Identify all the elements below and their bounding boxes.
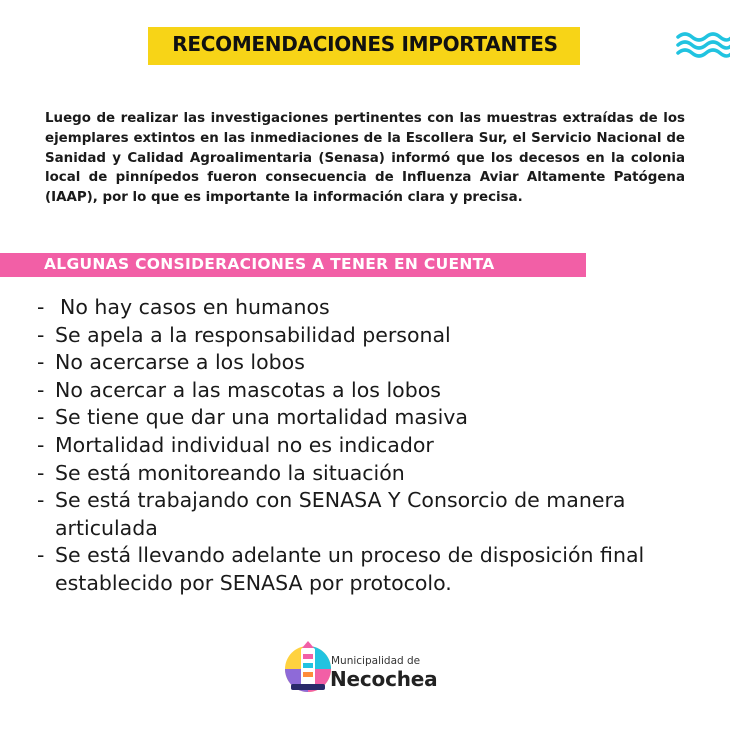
list-dash: -: [37, 488, 45, 513]
waves-icon: [676, 30, 730, 60]
section-title: ALGUNAS CONSIDERACIONES A TENER EN CUENTA: [44, 255, 495, 273]
list-item: - Se tiene que dar una mortalidad masiva: [36, 404, 726, 432]
list-item: - Se está monitoreando la situación: [36, 460, 726, 488]
list-item: - No hay casos en humanos: [36, 294, 726, 322]
list-dash: -: [37, 405, 45, 430]
intro-paragraph: Luego de realizar las investigaciones pertinentes con las muestras extraídas de los ejemplares extintos en las inmediaciones de la Escollera Sur, el Servicio Nacional de Sanidad y Calidad Agroalimentaria (Senasa) informó que los decesos en la colonia local de pinnípedos fueron consecuencia de Influenza Aviar Altamente Patógena (IAAP), por lo que es importante la información clara y precisa.: [45, 111, 685, 206]
list-dash: -: [37, 543, 45, 568]
list-dash: -: [37, 460, 45, 485]
org-name: Necochea: [330, 667, 438, 691]
list-item: - Se está trabajando con SENASA Y Consorcio de manera articulada: [37, 488, 626, 540]
list-item: - No acercarse a los lobos: [36, 349, 726, 377]
page-title: RECOMENDACIONES IMPORTANTES: [172, 32, 558, 56]
list-item: - Mortalidad individual no es indicador: [36, 432, 726, 460]
list-dash: -: [37, 350, 45, 375]
list-dash: -: [37, 432, 45, 457]
org-label-small: Municipalidad de: [331, 655, 421, 667]
considerations-list: [36, 294, 726, 598]
list-item: - No acercar a las mascotas a los lobos: [36, 377, 726, 405]
list-item: - Se está llevando adelante un proceso de disposición final establecido por SENASA por protocolo.: [37, 543, 645, 595]
list-dash: -: [37, 295, 45, 319]
list-dash: -: [37, 377, 45, 402]
list-dash: -: [37, 322, 45, 347]
municipality-logo-icon: [283, 640, 333, 694]
list-item: - Se apela a la responsabilidad personal: [36, 322, 726, 350]
